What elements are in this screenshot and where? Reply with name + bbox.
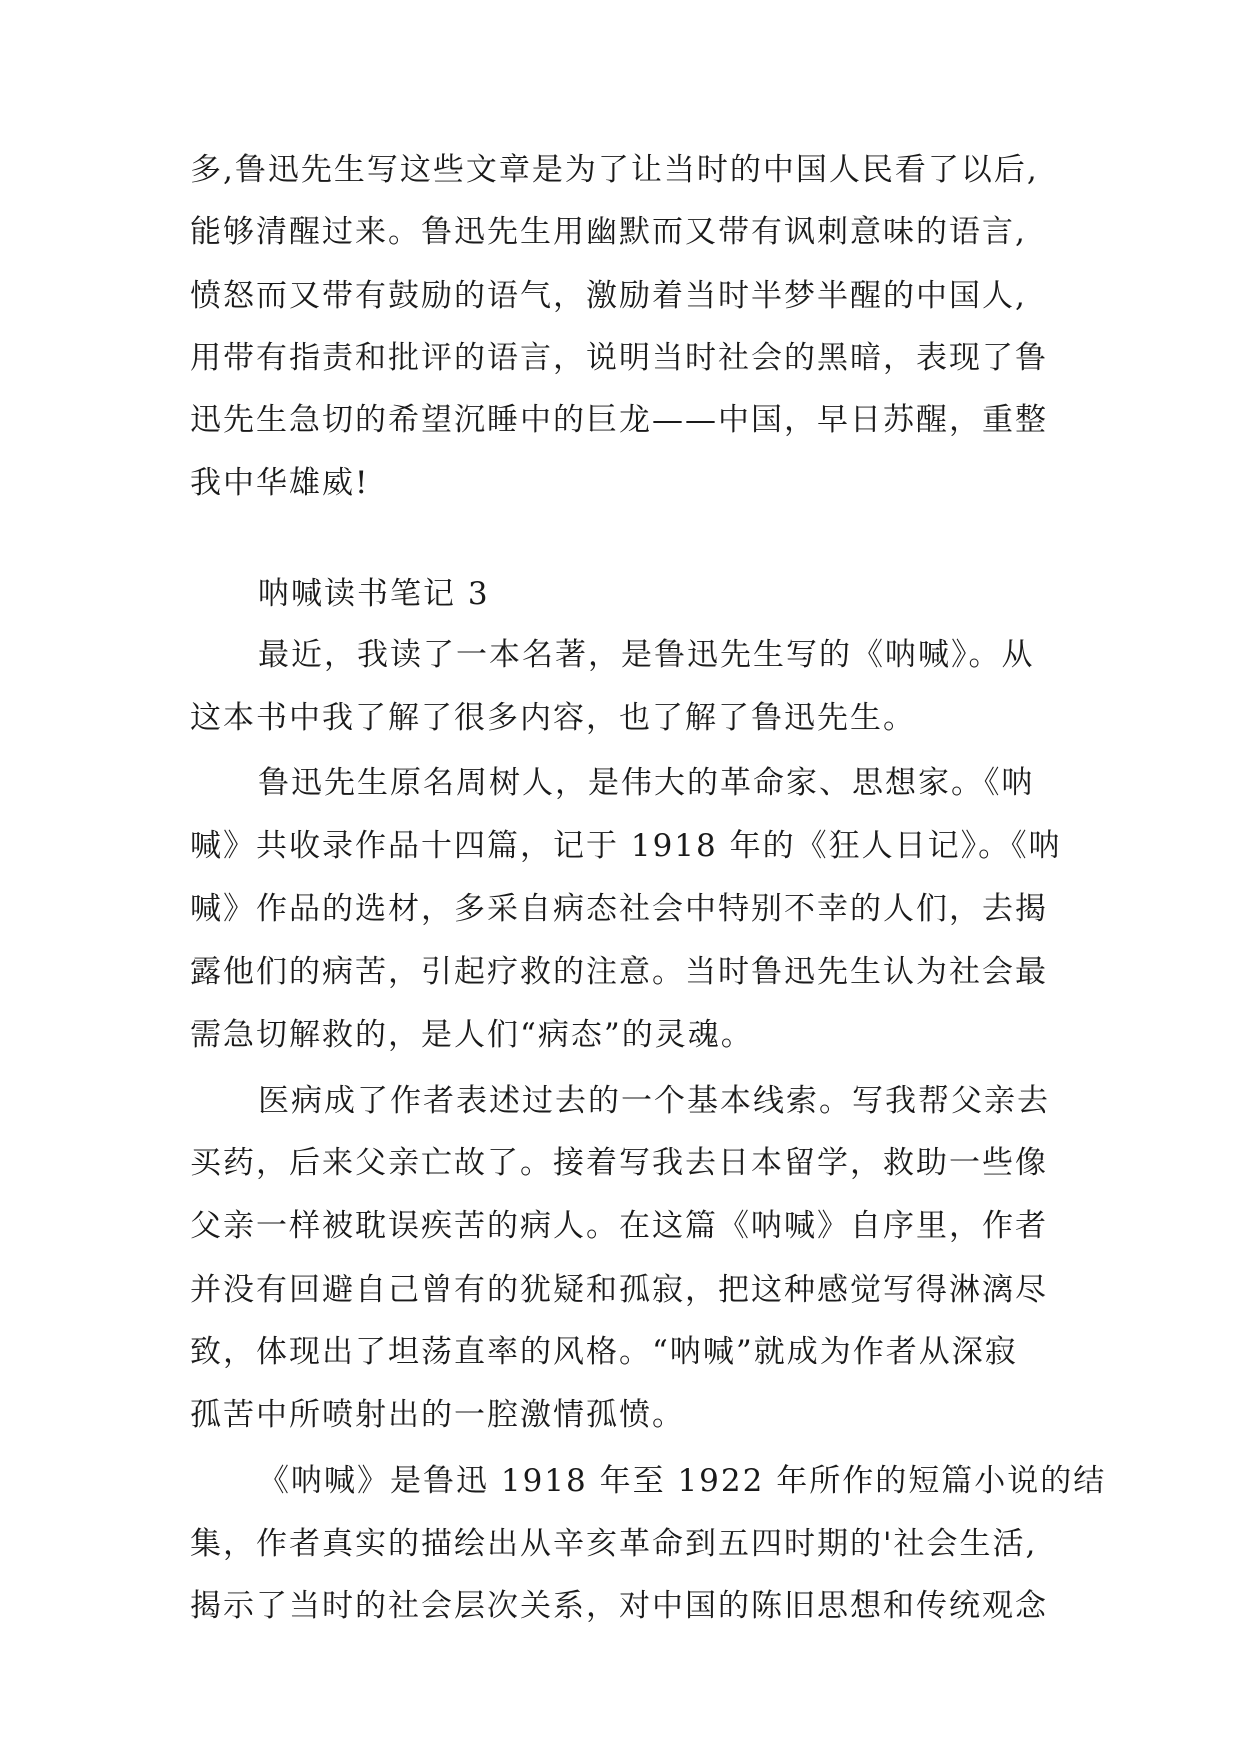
text-line: 买药，后来父亲亡故了。接着写我去日本留学，救助一些像 — [190, 1145, 1048, 1181]
section-heading: 呐喊读书笔记 3 — [258, 576, 490, 612]
text-line: 集，作者真实的描绘出从辛亥革命到五四时期的'社会生活, — [190, 1526, 1038, 1562]
text-line: 医病成了作者表述过去的一个基本线索。写我帮父亲去 — [258, 1083, 1050, 1119]
text-line: 最近，我读了一本名著，是鲁迅先生写的《呐喊》。从 — [258, 637, 1035, 673]
text-line: 这本书中我了解了很多内容，也了解了鲁迅先生。 — [190, 700, 916, 736]
text-line: 迅先生急切的希望沉睡中的巨龙——中国，早日苏醒，重整 — [190, 402, 1048, 438]
text-line: 能够清醒过来。鲁迅先生用幽默而又带有讽刺意味的语言, — [190, 214, 1027, 250]
text-line: 露他们的病苦，引起疗救的注意。当时鲁迅先生认为社会最 — [190, 954, 1048, 990]
text-line: 致，体现出了坦荡直率的风格。“呐喊”就成为作者从深寂 — [190, 1334, 1018, 1370]
text-line: 父亲一样被耽误疾苦的病人。在这篇《呐喊》自序里，作者 — [190, 1208, 1048, 1244]
text-line: 多,鲁迅先生写这些文章是为了让当时的中国人民看了以后, — [190, 152, 1039, 188]
text-line: 喊》共收录作品十四篇，记于 1918 年的《狂人日记》。《呐 — [190, 828, 1062, 864]
text-line: 用带有指责和批评的语言，说明当时社会的黑暗，表现了鲁 — [190, 340, 1048, 376]
text-line: 我中华雄威! — [190, 465, 370, 501]
text-line: 喊》作品的选材，多采自病态社会中特别不幸的人们，去揭 — [190, 891, 1048, 927]
text-line: 揭示了当时的社会层次关系，对中国的陈旧思想和传统观念 — [190, 1588, 1048, 1624]
text-line: 并没有回避自己曾有的犹疑和孤寂，把这种感觉写得淋漓尽 — [190, 1272, 1048, 1308]
text-line: 鲁迅先生原名周树人，是伟大的革命家、思想家。《呐 — [258, 765, 1035, 801]
text-line: 愤怒而又带有鼓励的语气，激励着当时半梦半醒的中国人, — [190, 278, 1027, 314]
text-line: 需急切解救的，是人们“病态”的灵魂。 — [190, 1017, 754, 1053]
text-line: 孤苦中所喷射出的一腔激情孤愤。 — [190, 1397, 685, 1433]
text-line: 《呐喊》是鲁迅 1918 年至 1922 年所作的短篇小说的结 — [258, 1463, 1107, 1499]
